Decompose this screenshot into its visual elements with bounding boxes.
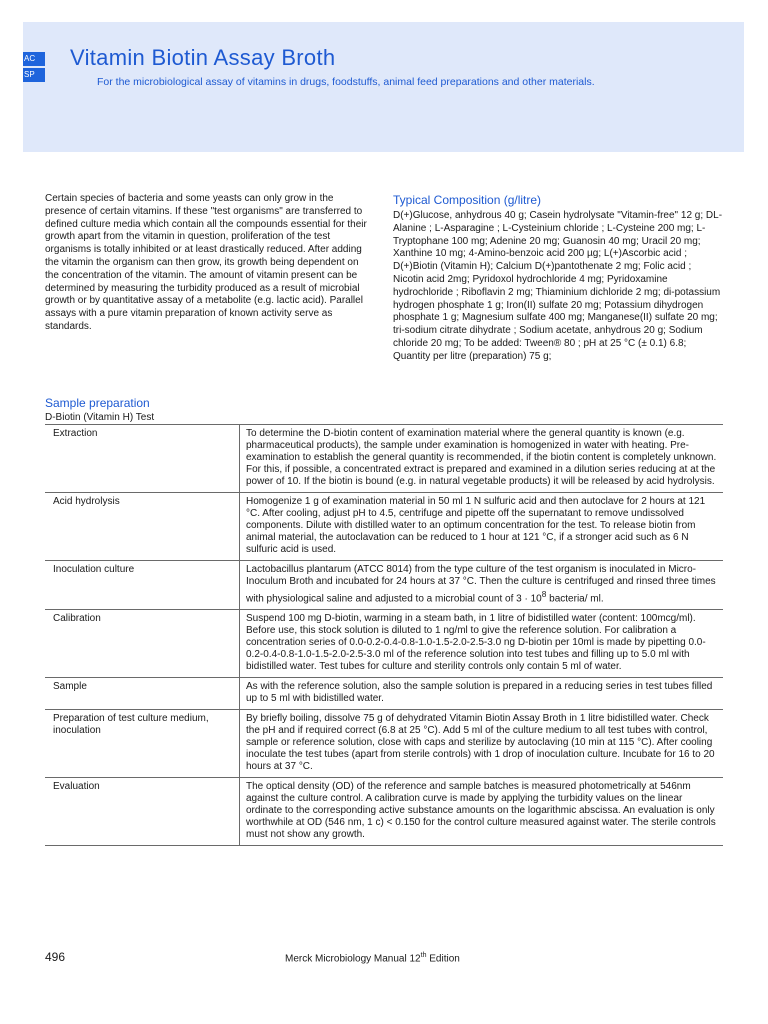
row-label: Sample	[45, 678, 240, 710]
table-row	[45, 561, 723, 610]
composition-text: D(+)Glucose, anhydrous 40 g; Casein hydrolysate "Vitamin-free" 12 g; DL-Alanine ; L-Asparagine ; L-Cysteinium chloride ; L-Cysteine 200 mg; L-Tryptophane 100 mg; Adenine 20 mg; Guanosin 40 mg; Uracil 20 mg; Xanthine 10 mg; 4-Amino-benzoic acid 200 µg; L(+)Ascorbic acid ; D(+)Biotin (Vitamin H); Calcium D(+)pantothenate 2 mg; Folic acid ; Nicotin acid 2mg; Pyridoxol hydrochloride 4 mg; Pyridoxamine hydrochloride ; Riboflavin 2 mg; Thiaminium dichloride 2 mg; di-potassium hydrogen phosphate 1 g; Iron(II) sulfate 20 mg; Potassium dihydrogen phosphate 1 g; Magnesium sulfate 400 mg; Manganese(II) sulfate 20 mg; tri-sodium citrate dihydrate ; Sodium acetate, anhydrous 20 g; Sodium chloride 20 mg; To be added: Tween® 80 ; pH at 25 °C (± 0.1) 6.8; Quantity per litre (preparation) 75 g;	[393, 210, 723, 362]
footer-source-text: Edition	[426, 953, 460, 965]
table-row	[45, 610, 723, 678]
row-label: Calibration	[45, 610, 240, 678]
page-subtitle: For the microbiological assay of vitamins in drugs, foodstuffs, animal feed preparations and other materials.	[97, 76, 595, 88]
page-number: 496	[45, 950, 66, 964]
table-row	[45, 678, 723, 710]
footer-superscript: th	[420, 952, 427, 959]
table-row	[45, 710, 723, 778]
sample-preparation-subheading: D-Biotin (Vitamin H) Test	[45, 412, 155, 423]
footer-source	[285, 952, 460, 964]
row-description: As with the reference solution, also the sample solution is prepared in a reducing series in test tubes filled up to 5 ml with bidistilled water.	[240, 678, 724, 710]
row-description	[240, 561, 724, 610]
footer-source-text: Merck Microbiology Manual 12	[285, 953, 421, 965]
row-label: Preparation of test culture medium, inoculation	[45, 710, 240, 778]
page-title: Vitamin Biotin Assay Broth	[70, 45, 336, 70]
table-row	[45, 493, 723, 561]
row-description-part: Lactobacillus plantarum (ATCC 8014) from the type culture of the test organism is inoculated in Micro-Inoculum Broth and incubated for 24 hours at 37 °C. Then the culture is centrifuged and rinsed three times with physiological saline and adjusted to a microbial count of 3 · 10	[246, 564, 716, 605]
row-description: By briefly boiling, dissolve 75 g of dehydrated Vitamin Biotin Assay Broth in 1 litre bidistilled water. Check the pH and if required correct (6.8 at 25 °C). Add 5 ml of the culture medium to all test tubes with control, sample or reference solution, close with caps and sterilize by autoclaving (10 min at 115 °C). After cooling inoculate the test tubes (apart from sterile controls) with 1 drop of inoculation culture. Incubate for 16 to 20 hours at 37 °C.	[240, 710, 724, 778]
table-row	[45, 425, 723, 493]
row-label: Acid hydrolysis	[45, 493, 240, 561]
row-description-part: bacteria/ ml.	[546, 593, 604, 605]
row-description: Homogenize 1 g of examination material in 50 ml 1 N sulfuric acid and then autoclave for 2 hours at 121 °C. After cooling, adjust pH to 4.5, centrifuge and pipette off the supernatant to remove undissolved components. Dilute with distilled water to an optimum concentration for the test. To release biotin from animal material, the autoclavation can be reduced to 1 hour at 121 °C, if a stronger acid such as 6 N sulfuric acid is used.	[240, 493, 724, 561]
exponent: 8	[541, 589, 547, 599]
row-label: Evaluation	[45, 778, 240, 846]
table-row	[45, 778, 723, 846]
intro-paragraph: Certain species of bacteria and some yeasts can only grow in the presence of certain vitamins. If these "test organisms" are transferred to defined culture media which contain all the compounds essential for their growth apart from the vitamin in question, proliferation of the test organisms is totally inhibited or at least drastically reduced. After adding the vitamin the organism can then grow, its growth being dependent on the concentration of the vitamin. The amount of vitamin present can be determined by measuring the turbidity produced as a result of microbial growth or by quantitative assay of a metabolite (e.g. lactic acid). Parallel assays with a pure vitamin preparation of known activity serve as standards.	[45, 193, 367, 332]
side-tab-ac[interactable]: AC	[23, 52, 45, 66]
row-label: Extraction	[45, 425, 240, 493]
sample-preparation-table	[45, 424, 723, 846]
row-description: The optical density (OD) of the reference and sample batches is measured photometrically at 546nm against the culture control. A calibration curve is made by applying the turbidity values on the linear ordinate to the corresponding active substance amounts on the logarithmic abscissa. An evaluation is only worthwhile at OD (546 nm, 1 c) < 0.150 for the control culture measured against water. The sterile controls must not show any growth.	[240, 778, 724, 846]
composition-heading: Typical Composition (g/litre)	[393, 193, 542, 207]
sample-preparation-heading: Sample preparation	[45, 396, 150, 410]
side-tab-sp[interactable]: SP	[23, 68, 45, 82]
row-label: Inoculation culture	[45, 561, 240, 610]
row-description: Suspend 100 mg D-biotin, warming in a steam bath, in 1 litre of bidistilled water (content: 100mcg/ml). Before use, this stock solution is diluted to 1 ng/ml to give the reference solution. For calibration a concentration series of 0.0-0.2-0.4-0.8-1.0-1.5-2.0-2.5-3.0 ng D-biotin per 10ml is made by pipetting 0.0-0.2-0.4-0.8-1.0-1.5-2.0-2.5-3.0 ml of the reference solution into test tubes and filling up to 5.0 ml with bidistilled water. Test tubes for culture and sterility controls only contain 5 ml of water.	[240, 610, 724, 678]
row-description: To determine the D-biotin content of examination material where the general quantity is known (e.g. pharmaceutical products), the sample under examination is homogenized in water with heating. Pre-examination to establish the general quantity is recommended, if the biotin content is completely unknown. For this, if possible, a concentrated extract is prepared and examined in a dilution series reducing at at the power of 10. If the biotin is bound (e.g. in natural vegetable products) it will be released by acid hydrolysis.	[240, 425, 724, 493]
